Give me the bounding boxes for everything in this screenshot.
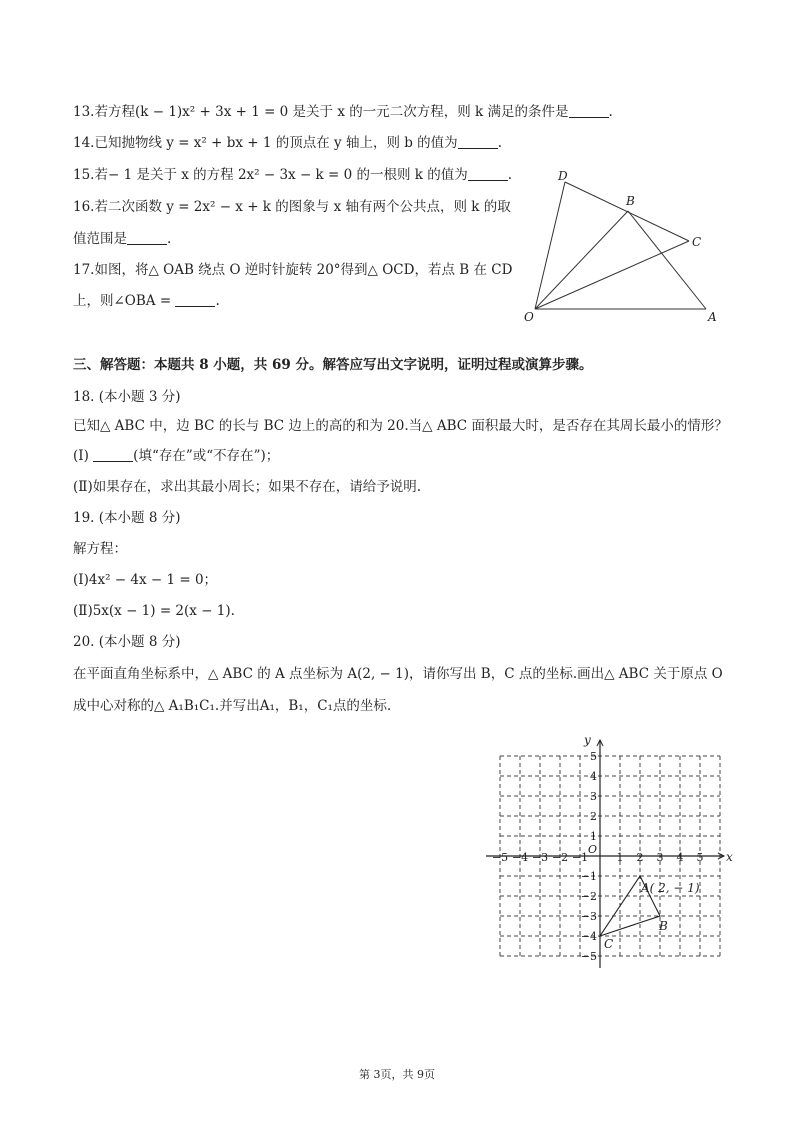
question-17-cont: 上，则∠OBA = .	[73, 293, 220, 309]
coordinate-grid	[470, 715, 733, 970]
x-tick-label: −1	[571, 851, 589, 864]
question-14: 14.已知抛物线 y = x² + bx + 1 的顶点在 y 轴上，则 b 的值为 .	[73, 135, 502, 151]
question-17: 17.如图，将△ OAB 绕点 O 逆时针旋转 20°得到△ OCD，若点 B 在 CD	[73, 262, 513, 278]
x-tick-label: 2	[636, 851, 644, 864]
question-20-header: 20. (本小题 8 分)	[73, 634, 181, 650]
segment-ob	[535, 211, 628, 309]
answer-blank[interactable]	[175, 292, 215, 307]
y-tick-label: −3	[580, 910, 597, 923]
question-18-stem: 已知△ ABC 中，边 BC 的长与 BC 边上的高的和为 20.当△ ABC 面积最大时，是否存在其周长最小的情形？	[73, 418, 728, 434]
x-axis-label: x	[726, 850, 733, 864]
question-19-part2: (Ⅱ)5x(x − 1) = 2(x − 1).	[73, 603, 235, 619]
question-16-cont: 值范围是 .	[73, 231, 172, 247]
label-b: B	[626, 194, 635, 208]
y-tick-label: −2	[580, 890, 597, 903]
x-tick-label: −5	[491, 851, 509, 864]
question-18-part2: (Ⅱ)如果存在，求出其最小周长；如果不存在，请给予说明.	[73, 479, 421, 495]
question-19-part1: (Ⅰ)4x² − 4x − 1 = 0；	[73, 572, 218, 588]
question-16: 16.若二次函数 y = 2x² − x + k 的图象与 x 轴有两个公共点，则 k 的取	[73, 199, 511, 215]
x-tick-label: 3	[656, 851, 664, 864]
x-tick-label: −4	[511, 851, 529, 864]
point-a-label: A( 2, − 1)	[641, 881, 700, 895]
question-18-part1: (I) (填“存在”或“不存在”)；	[73, 448, 280, 464]
y-tick-label: −1	[580, 870, 597, 883]
label-a: A	[708, 310, 717, 324]
y-tick-label: 3	[590, 790, 597, 803]
label-d: D	[558, 169, 568, 183]
x-tick-label: −3	[531, 851, 549, 864]
y-tick-label: 1	[590, 830, 597, 843]
origin-label: O	[588, 843, 598, 856]
x-tick-label: 4	[676, 851, 684, 864]
question-18-header: 18. (本小题 3 分)	[73, 389, 181, 405]
section-3-title: 三、解答题：本题共 8 小题，共 69 分。解答应写出文字说明，证明过程或演算步骤。	[73, 357, 593, 373]
segment-oc	[535, 241, 689, 309]
question-19-header: 19. (本小题 8 分)	[73, 510, 181, 526]
y-axis-label: y	[584, 733, 591, 747]
page-footer: 第 3页，共 9页	[359, 1068, 435, 1081]
geometry-figure	[520, 165, 730, 325]
question-15: 15.若− 1 是关于 x 的方程 2x² − 3x − k = 0 的一根则 k 的值为 .	[73, 167, 513, 183]
answer-blank[interactable]	[569, 103, 609, 118]
y-tick-label: 2	[590, 810, 597, 823]
x-tick-label: −2	[551, 851, 569, 864]
y-tick-label: 4	[590, 770, 597, 783]
y-tick-label: −4	[580, 930, 597, 943]
answer-blank[interactable]	[458, 134, 498, 149]
y-tick-label: −5	[580, 950, 597, 963]
x-tick-label: 5	[696, 851, 704, 864]
question-19-intro: 解方程：	[73, 541, 127, 557]
segment-ba	[628, 211, 706, 309]
answer-blank[interactable]	[468, 166, 508, 181]
question-20-line1: 在平面直角坐标系中，△ ABC 的 A 点坐标为 A(2, − 1)，请你写出 B，C 点的坐标.画出△ ABC 关于原点 O	[73, 666, 723, 682]
label-c: C	[692, 235, 702, 249]
answer-blank[interactable]	[93, 447, 133, 462]
y-tick-label: 5	[590, 750, 597, 763]
point-c-label: C	[604, 937, 614, 951]
segment-od	[535, 182, 565, 309]
answer-blank[interactable]	[127, 230, 167, 245]
point-b-label: B	[659, 919, 668, 933]
x-tick-label: 1	[616, 851, 624, 864]
question-13: 13.若方程(k − 1)x² + 3x + 1 = 0 是关于 x 的一元二次方程，则 k 满足的条件是 .	[73, 104, 613, 120]
label-o: O	[524, 310, 534, 324]
question-20-line2: 成中心对称的△ A₁B₁C₁.并写出A₁，B₁，C₁点的坐标.	[73, 698, 392, 714]
